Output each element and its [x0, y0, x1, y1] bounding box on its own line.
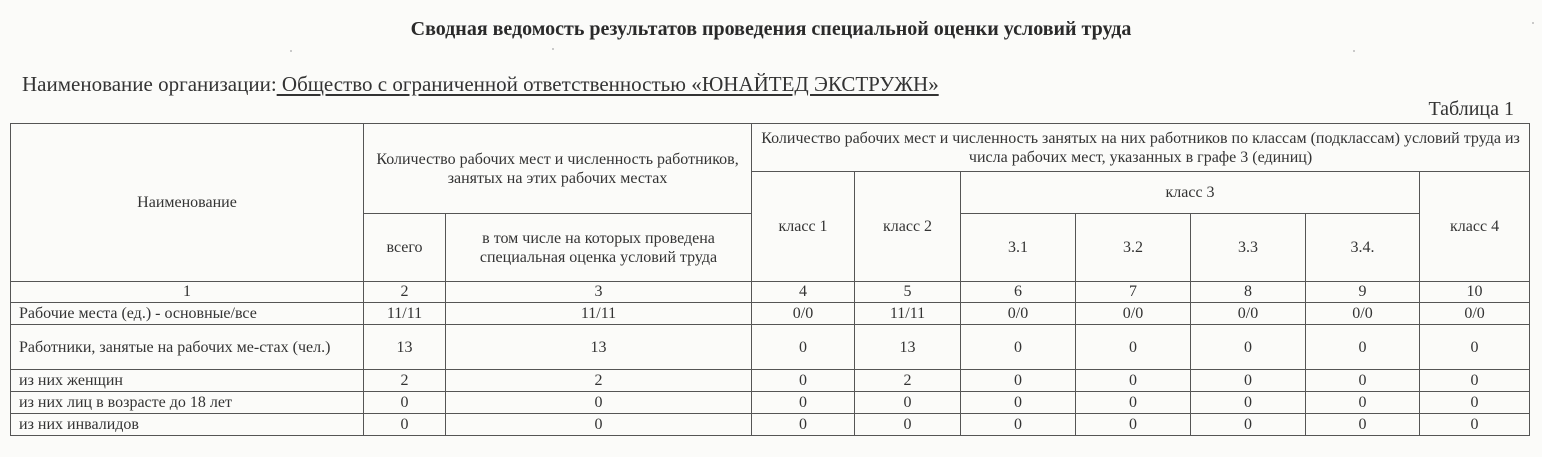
table-cell: 0/0	[752, 303, 855, 325]
scan-speck	[552, 48, 554, 50]
row-label: Рабочие места (ед.) - основные/все	[11, 303, 364, 325]
header-class4: класс 4	[1420, 172, 1530, 282]
row-label: из них лиц в возрасте до 18 лет	[11, 392, 364, 414]
header-subclass-3-4: 3.4.	[1306, 214, 1420, 282]
organization-label: Наименование организации:	[22, 72, 277, 96]
column-number: 2	[364, 282, 446, 303]
table-number: Таблица 1	[1428, 98, 1514, 120]
scan-speck	[290, 50, 292, 52]
table-cell: 0	[1420, 370, 1530, 392]
table-cell: 0	[752, 392, 855, 414]
table-cell: 0/0	[961, 303, 1076, 325]
table-cell: 13	[364, 325, 446, 370]
table-cell: 0	[752, 414, 855, 436]
table-cell: 0	[1420, 414, 1530, 436]
table-row	[11, 392, 1530, 414]
table-cell: 0	[1306, 392, 1420, 414]
header-subclass-3-2: 3.2	[1076, 214, 1191, 282]
table-cell: 0	[1420, 325, 1530, 370]
row-label: Работники, занятые на рабочих ме-стах (чел.)	[11, 325, 364, 370]
column-number: 10	[1420, 282, 1530, 303]
table-cell: 0	[1306, 370, 1420, 392]
table-cell: 2	[855, 370, 961, 392]
table-cell: 0	[1076, 414, 1191, 436]
table-cell: 0/0	[1076, 303, 1191, 325]
table-cell: 0	[1306, 325, 1420, 370]
table-cell: 0	[1191, 325, 1306, 370]
table-cell: 0	[961, 370, 1076, 392]
table-cell: 0	[1191, 414, 1306, 436]
table-cell: 0	[961, 414, 1076, 436]
column-numbers-row	[11, 282, 1530, 303]
table-cell: 0/0	[1306, 303, 1420, 325]
table-cell: 11/11	[364, 303, 446, 325]
table-cell: 0	[752, 370, 855, 392]
row-label: из них женщин	[11, 370, 364, 392]
table-cell: 0	[855, 414, 961, 436]
column-number: 9	[1306, 282, 1420, 303]
table-cell: 0	[446, 392, 752, 414]
table-cell: 0/0	[1191, 303, 1306, 325]
row-label: из них инвалидов	[11, 414, 364, 436]
column-number: 5	[855, 282, 961, 303]
header-assessed: в том числе на которых проведена специальная оценка условий труда	[446, 214, 752, 282]
scan-speck	[1353, 50, 1355, 52]
header-total: всего	[364, 214, 446, 282]
table-cell: 13	[446, 325, 752, 370]
table-cell: 0	[752, 325, 855, 370]
table-cell: 0	[1191, 392, 1306, 414]
table-cell: 2	[364, 370, 446, 392]
header-class3: класс 3	[961, 172, 1420, 214]
column-number: 8	[1191, 282, 1306, 303]
table-cell: 2	[446, 370, 752, 392]
table-cell: 13	[855, 325, 961, 370]
scan-speck	[1532, 22, 1534, 24]
document-title: Сводная ведомость результатов проведения специальной оценки условий труда	[410, 18, 1132, 40]
table-cell: 0/0	[1420, 303, 1530, 325]
table-row	[11, 414, 1530, 436]
header-name: Наименование	[11, 124, 364, 282]
table-cell: 0	[1191, 370, 1306, 392]
column-number: 4	[752, 282, 855, 303]
results-table	[10, 123, 1530, 436]
header-workplaces-group: Количество рабочих мест и численность работников, занятых на этих рабочих местах	[364, 124, 752, 214]
table-cell: 0	[1076, 392, 1191, 414]
organization-name: Общество с ограниченной ответственностью «ЮНАЙТЕД ЭКСТРУЖН»	[276, 72, 939, 96]
table-cell: 0	[1420, 392, 1530, 414]
table-cell: 0	[364, 392, 446, 414]
table-cell: 0	[961, 325, 1076, 370]
header-class2: класс 2	[855, 172, 961, 282]
table-row	[11, 325, 1530, 370]
table-cell: 0	[1076, 325, 1191, 370]
column-number: 6	[961, 282, 1076, 303]
table-cell: 11/11	[855, 303, 961, 325]
table-row	[11, 370, 1530, 392]
table-cell: 0	[961, 392, 1076, 414]
column-number: 7	[1076, 282, 1191, 303]
header-subclass-3-1: 3.1	[961, 214, 1076, 282]
table-cell: 0	[364, 414, 446, 436]
column-number: 3	[446, 282, 752, 303]
header-subclass-3-3: 3.3	[1191, 214, 1306, 282]
table-cell: 0	[1076, 370, 1191, 392]
table-cell: 0	[446, 414, 752, 436]
organization-line	[22, 72, 939, 97]
header-classes-group: Количество рабочих мест и численность занятых на них работников по классам (подклассам) условий труда из числа рабочих мест, указанных в графе 3 (единиц)	[752, 124, 1530, 172]
table-row	[11, 303, 1530, 325]
table-cell: 0	[1306, 414, 1420, 436]
header-class1: класс 1	[752, 172, 855, 282]
table-cell: 11/11	[446, 303, 752, 325]
table-cell: 0	[855, 392, 961, 414]
column-number: 1	[11, 282, 364, 303]
